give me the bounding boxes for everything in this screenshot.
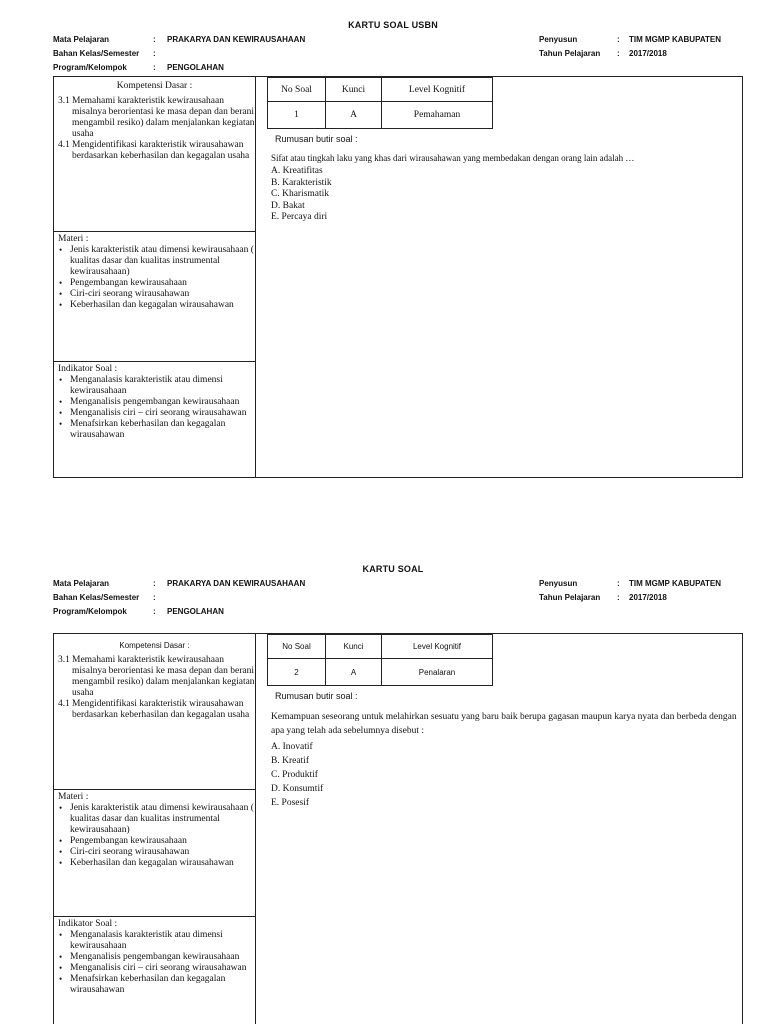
no-soal-value: 1: [268, 102, 326, 129]
indikator-section: [54, 916, 255, 1024]
no-soal-value: 2: [268, 659, 326, 686]
question-card-2: [0, 556, 768, 1024]
option-c: C. Produktif: [271, 770, 318, 780]
card-title: KARTU SOAL: [362, 564, 424, 574]
indikator-item: • Menganalisis ciri – ciri seorang wirausahawan: [70, 408, 255, 419]
answer-key-table: [267, 77, 493, 129]
left-column: [54, 77, 256, 477]
level-kognitif-value: Pemahaman: [382, 102, 493, 129]
rumusan-label: Rumusan butir soal :: [275, 134, 358, 144]
answer-options: [271, 740, 323, 810]
program-value: PENGOLAHAN: [167, 63, 224, 72]
colon: :: [153, 49, 156, 58]
materi-item: • Pengembangan kewirausahaan: [70, 278, 255, 289]
indikator-item: • Menganalasis karakteristik atau dimensi kewirausahaan: [70, 375, 255, 397]
option-e: E. Percaya diri: [271, 212, 328, 222]
level-kognitif-value: Penalaran: [382, 659, 493, 686]
header-kunci: Kunci: [326, 78, 382, 102]
mapel-value: PRAKARYA DAN KEWIRAUSAHAAN: [167, 35, 306, 44]
kompetensi-item: 3.1 Memahami karakteristik kewirausahaan misalnya berorientasi ke masa depan dan berani mengambil resiko) dalam menjalankan kegiatan usaha: [58, 655, 255, 698]
penyusun-label: Penyusun: [539, 35, 578, 44]
header-level-kognitif: Level Kognitif: [382, 78, 493, 102]
kompetensi-heading: Kompetensi Dasar :: [116, 81, 193, 91]
header-level-kognitif: Level Kognitif: [382, 635, 493, 659]
header-kunci: Kunci: [326, 635, 382, 659]
question-text: Kemampuan seseorang untuk melahirkan sesuatu yang baru baik berupa gagasan maupun karya nyata dan berbeda dengan apa yang telah ada sebelumnya disebut :: [271, 712, 737, 736]
materi-heading: Materi :: [58, 234, 89, 244]
indikator-item: • Menganalisis pengembangan kewirausahaan: [70, 397, 255, 408]
tahun-value: 2017/2018: [629, 49, 667, 58]
colon: :: [153, 579, 156, 588]
kompetensi-heading: Kompetensi Dasar :: [119, 641, 190, 650]
option-e: E. Posesif: [271, 798, 309, 808]
tahun-label: Tahun Pelajaran: [539, 593, 601, 602]
materi-item: • Pengembangan kewirausahaan: [70, 836, 255, 847]
materi-heading: Materi :: [58, 792, 89, 802]
kompetensi-section: [54, 77, 255, 232]
header-no-soal: No Soal: [268, 635, 326, 659]
indikator-item: • Menafsirkan keberhasilan dan kegagalan wirausahawan: [70, 419, 255, 441]
indikator-item: • Menganalasis karakteristik atau dimensi kewirausahaan: [70, 930, 255, 952]
colon: :: [617, 593, 620, 602]
option-a: A. Kreatifitas: [271, 166, 323, 176]
question-card-1: [0, 0, 768, 500]
kompetensi-section: [54, 634, 255, 790]
kompetensi-item: 4.1 Mengidentifikasi karakteristik wirausahawan berdasarkan keberhasilan dan kegagalan usaha: [58, 699, 250, 720]
materi-section: [54, 231, 255, 362]
card-meta: [53, 579, 753, 619]
materi-item: • Ciri-ciri seorang wirausahawan: [70, 289, 255, 300]
mapel-label: Mata Pelajaran: [53, 35, 110, 44]
materi-item: • Ciri-ciri seorang wirausahawan: [70, 847, 255, 858]
colon: :: [153, 63, 156, 72]
option-b: B. Karakteristik: [271, 177, 332, 188]
question-text: Sifat atau tingkah laku yang khas dari wirausahawan yang membedakan dengan orang lain adalah …: [271, 153, 635, 163]
indikator-heading: Indikator Soal :: [58, 364, 118, 374]
card-frame: [53, 76, 743, 478]
kelas-label: Bahan Kelas/Semester: [53, 593, 140, 602]
penyusun-value: TIM MGMP KABUPATEN: [629, 579, 721, 588]
answer-options: [271, 166, 332, 224]
left-column: [54, 634, 256, 1024]
indikator-item: • Menafsirkan keberhasilan dan kegagalan wirausahawan: [70, 974, 255, 996]
materi-section: [54, 789, 255, 917]
kunci-value: A: [326, 102, 382, 129]
colon: :: [617, 35, 620, 44]
materi-item: • Jenis karakteristik atau dimensi kewirausahaan ( kualitas dasar dan kualitas instrumental kewirausahaan): [70, 803, 255, 836]
materi-item: • Keberhasilan dan kegagalan wirausahawan: [70, 858, 255, 869]
kunci-value: A: [326, 659, 382, 686]
mapel-label: Mata Pelajaran: [53, 579, 110, 588]
materi-item: • Keberhasilan dan kegagalan wirausahawan: [70, 300, 255, 311]
colon: :: [153, 593, 156, 602]
card-frame: [53, 633, 743, 1024]
program-label: Program/Kelompok: [53, 607, 127, 616]
tahun-label: Tahun Pelajaran: [539, 49, 601, 58]
header-no-soal: No Soal: [268, 78, 326, 102]
kompetensi-item: 4.1 Mengidentifikasi karakteristik wirausahawan berdasarkan keberhasilan dan kegagalan usaha: [58, 140, 250, 161]
colon: :: [153, 35, 156, 44]
card-meta: [53, 35, 753, 75]
colon: :: [617, 49, 620, 58]
penyusun-label: Penyusun: [539, 579, 578, 588]
kompetensi-item: 3.1 Memahami karakteristik kewirausahaan misalnya berorientasi ke masa depan dan berani mengambil resiko) dalam menjalankan kegiatan usaha: [58, 96, 255, 139]
colon: :: [153, 607, 156, 616]
option-d: D. Konsumtif: [271, 784, 324, 794]
option-b: B. Kreatif: [271, 756, 309, 766]
tahun-value: 2017/2018: [629, 593, 667, 602]
penyusun-value: TIM MGMP KABUPATEN: [629, 35, 721, 44]
answer-key-table: [267, 634, 493, 686]
indikator-section: [54, 361, 255, 479]
colon: :: [617, 579, 620, 588]
option-c: C. Kharismatik: [271, 189, 330, 199]
option-d: D. Bakat: [271, 200, 305, 211]
card-title: KARTU SOAL USBN: [348, 20, 438, 30]
indikator-item: • Menganalisis pengembangan kewirausahaan: [70, 952, 255, 963]
mapel-value: PRAKARYA DAN KEWIRAUSAHAAN: [167, 579, 306, 588]
rumusan-label: Rumusan butir soal :: [275, 691, 358, 701]
indikator-item: • Menganalisis ciri – ciri seorang wirausahawan: [70, 963, 255, 974]
option-a: A. Inovatif: [271, 742, 313, 752]
kelas-label: Bahan Kelas/Semester: [53, 49, 140, 58]
indikator-heading: Indikator Soal :: [58, 919, 118, 929]
materi-item: • Jenis karakteristik atau dimensi kewirausahaan ( kualitas dasar dan kualitas instrumental kewirausahaan): [70, 245, 255, 278]
program-value: PENGOLAHAN: [167, 607, 224, 616]
program-label: Program/Kelompok: [53, 63, 127, 72]
